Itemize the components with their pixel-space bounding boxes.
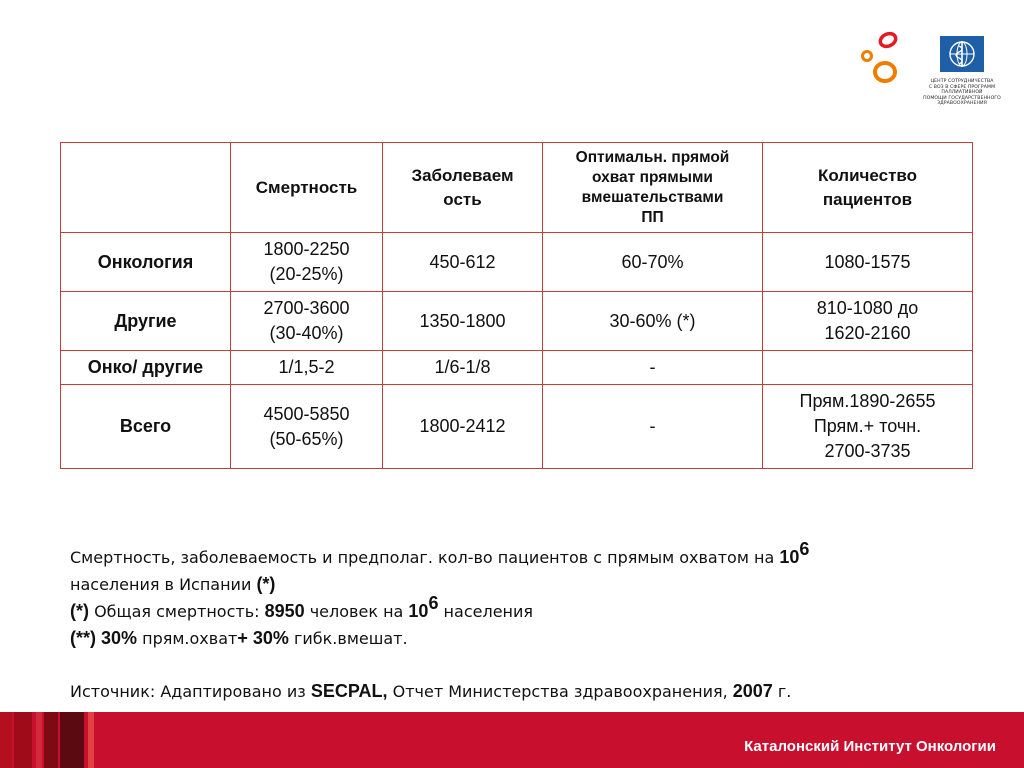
cell-patient-count: 810-1080 до 1620-2160	[763, 292, 973, 351]
row-label: Онко/ другие	[61, 351, 231, 385]
cell-morbidity: 1350-1800	[383, 292, 543, 351]
cell-patient-count	[763, 351, 973, 385]
cell-optimal: 30-60% (*)	[543, 292, 763, 351]
header-patient-count: Количество пациентов	[763, 143, 973, 233]
footer-stripe	[60, 712, 84, 768]
footer-bar	[0, 712, 1024, 768]
cell-mortality: 2700-3600 (30-40%)	[231, 292, 383, 351]
note-total-mortality: (*) Общая смертность: 8950 человек на $10^6$ населения	[70, 592, 534, 621]
header-empty-cell	[61, 143, 231, 233]
who-logo	[912, 36, 1012, 107]
row-label: Онкология	[61, 233, 231, 292]
footer-stripe	[14, 712, 32, 768]
cell-morbidity: 1800-2412	[383, 385, 543, 469]
footer-title: Каталонский Институт Онкологии	[744, 738, 996, 755]
cell-patient-count: Прям.1890-2655 Прям.+ точн. 2700-3735	[763, 385, 973, 469]
note-description: Смертность, заболеваемость и предполаг. кол-во пациентов с прямым охватом на $10^6$	[70, 538, 810, 567]
footnotes	[70, 538, 970, 705]
footer-stripe	[0, 712, 12, 768]
row-label: Всего	[61, 385, 231, 469]
cell-morbidity: 450-612	[383, 233, 543, 292]
table-row	[61, 233, 973, 292]
ico-logo-icon	[858, 30, 908, 86]
row-label: Другие	[61, 292, 231, 351]
table-row	[61, 351, 973, 385]
statistics-table	[60, 142, 973, 469]
cell-mortality: 1/1,5-2	[231, 351, 383, 385]
cell-optimal: -	[543, 385, 763, 469]
footer-stripe	[36, 712, 42, 768]
cell-morbidity: 1/6-1/8	[383, 351, 543, 385]
footer-stripe	[44, 712, 58, 768]
cell-optimal: -	[543, 351, 763, 385]
who-emblem-icon	[940, 36, 984, 72]
note-description-cont: населения в Испании (*)	[70, 574, 276, 594]
cell-mortality: 1800-2250 (20-25%)	[231, 233, 383, 292]
table-row	[61, 385, 973, 469]
header-optimal-coverage: Оптимальн. прямой охват прямыми вмешательствами ПП	[543, 143, 763, 233]
note-coverage: (**) 30% прям.охват+ 30% гибк.вмешат.	[70, 628, 408, 648]
cell-mortality: 4500-5850 (50-65%)	[231, 385, 383, 469]
footer-stripe	[88, 712, 94, 768]
table-row	[61, 292, 973, 351]
table-header-row	[61, 143, 973, 233]
note-source: Источник: Адаптировано из SECPAL, Отчет Министерства здравоохранения, 2007 г.	[70, 681, 792, 701]
header-mortality: Смертность	[231, 143, 383, 233]
cell-patient-count: 1080-1575	[763, 233, 973, 292]
who-caption: ЦЕНТР СОТРУДНИЧЕСТВА С ВОЗ В СФЕРЕ ПРОГРАММ ПАЛЛИАТИВНОЙ ПОМОЩИ ГОСУДАРСТВЕННОГО ЗДРАВООХРАНЕНИЯ	[923, 79, 1001, 107]
cell-optimal: 60-70%	[543, 233, 763, 292]
header-morbidity: Заболеваем ость	[383, 143, 543, 233]
